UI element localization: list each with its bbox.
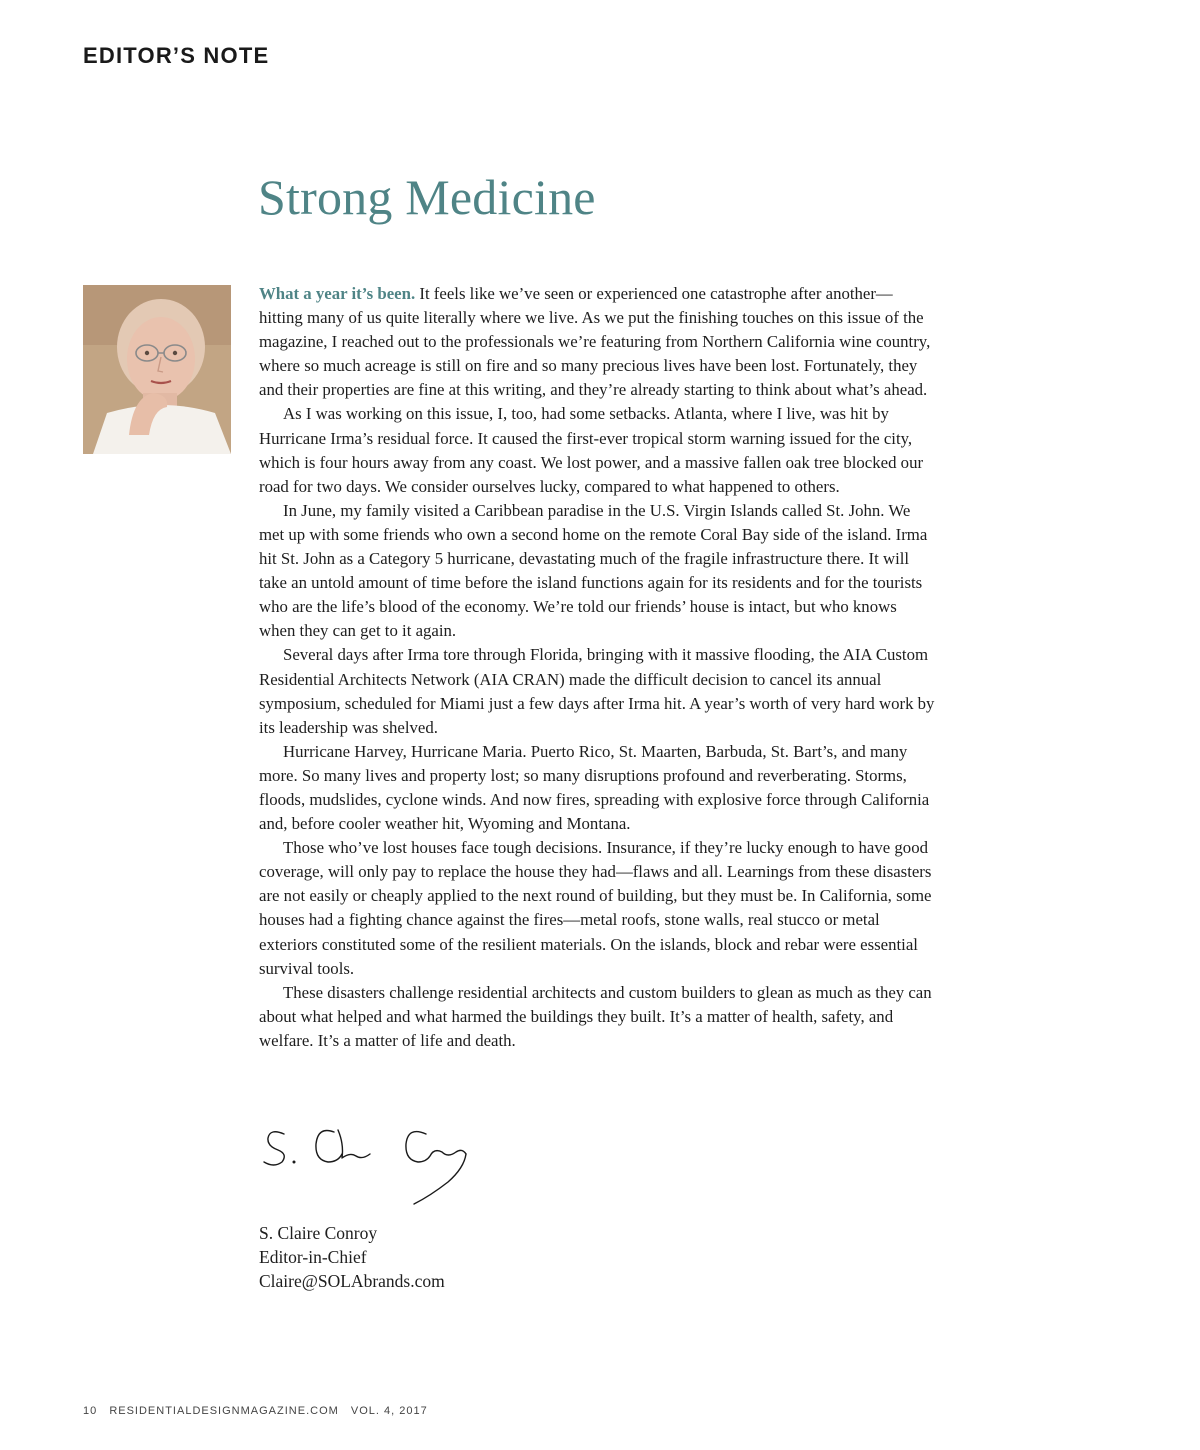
footer-issue: VOL. 4, 2017 <box>350 1405 428 1417</box>
article-paragraph: Hurricane Harvey, Hurricane Maria. Puerto Rico, St. Maarten, Barbuda, St. Bart’s, and many more. So many lives and property lost; so many disruptions profound and reverberating. Storms, floods, mudslides, cyclone winds. And now fires, spreading with explosive force through California and, before cooler weather hit, Wyoming and Montana. <box>259 741 930 834</box>
signature-drawing <box>258 1118 488 1210</box>
article-paragraph: In June, my family visited a Caribbean paradise in the U.S. Virgin Islands called St. John. We met up with some friends who own a second home on the remote Coral Bay side of the island. Irma hit St. John as a Category 5 hurricane, devastating much of the fragile infrastructure there. It will take an untold amount of time before the island functions again for its residents and for the tourists who are the life’s blood of the economy. We’re told our friends’ house is intact, but who knows when they can get to it again. <box>259 500 928 641</box>
article-body <box>259 282 935 1053</box>
signoff-block <box>259 1221 445 1293</box>
article-paragraph <box>259 282 935 402</box>
page-number: 10 <box>83 1405 98 1417</box>
footer-site: RESIDENTIALDESIGNMAGAZINE.COM <box>109 1405 339 1417</box>
article-paragraph: Those who’ve lost houses face tough decisions. Insurance, if they’re lucky enough to have good coverage, will only pay to replace the house they had—flaws and all. Learnings from these disasters are not easily or cheaply applied to the next round of building, but they must be. In California, some houses had a fighting chance against the fires—metal roofs, stone walls, real stucco or metal exteriors constituted some of the resilient materials. On the islands, block and rebar were essential survival tools. <box>259 838 932 978</box>
handwritten-signature <box>258 1118 488 1210</box>
editor-email: Claire@SOLAbrands.com <box>259 1271 445 1291</box>
section-label: EDITOR’S NOTE <box>83 43 270 68</box>
editor-portrait-illustration <box>83 285 231 454</box>
editor-role: Editor-in-Chief <box>259 1247 367 1267</box>
lead-in: What a year it’s been. <box>259 284 416 303</box>
page-footer <box>83 1405 436 1417</box>
article-paragraph: These disasters challenge residential architects and custom builders to glean as much as they can about what helped and what harmed the buildings they built. It’s a matter of health, safety, and welfare. It’s a matter of life and death. <box>259 982 932 1050</box>
editor-name: S. Claire Conroy <box>259 1223 378 1243</box>
article-paragraph: As I was working on this issue, I, too, had some setbacks. Atlanta, where I live, was hit by Hurricane Irma’s residual force. It caused the first-ever tropical storm warning issued for the city, which is four hours away from any coast. We lost power, and a massive fallen oak tree blocked our road for two days. We consider ourselves lucky, compared to what happened to others. <box>259 404 924 496</box>
editor-portrait <box>83 285 231 454</box>
article-paragraph: Several days after Irma tore through Florida, bringing with it massive flooding, the AIA Custom Residential Architects Network (AIA CRAN) made the difficult decision to cancel its annual symposium, scheduled for Miami just a few days after Irma hit. A year’s worth of very hard work by its leadership was shelved. <box>259 645 935 737</box>
article-title: Strong Medicine <box>258 169 596 225</box>
first-paragraph-text: It feels like we’ve seen or experienced one catastrophe after another—hitting many of us quite literally where we live. As we put the finishing touches on this issue of the magazine, I reached out to the professionals we’re featuring from Northern California wine country, where so much acreage is still on fire and so many precious lives have been lost. Fortunately, they and their properties are fine at this writing, and they’re already starting to think about what’s ahead. <box>259 284 931 400</box>
